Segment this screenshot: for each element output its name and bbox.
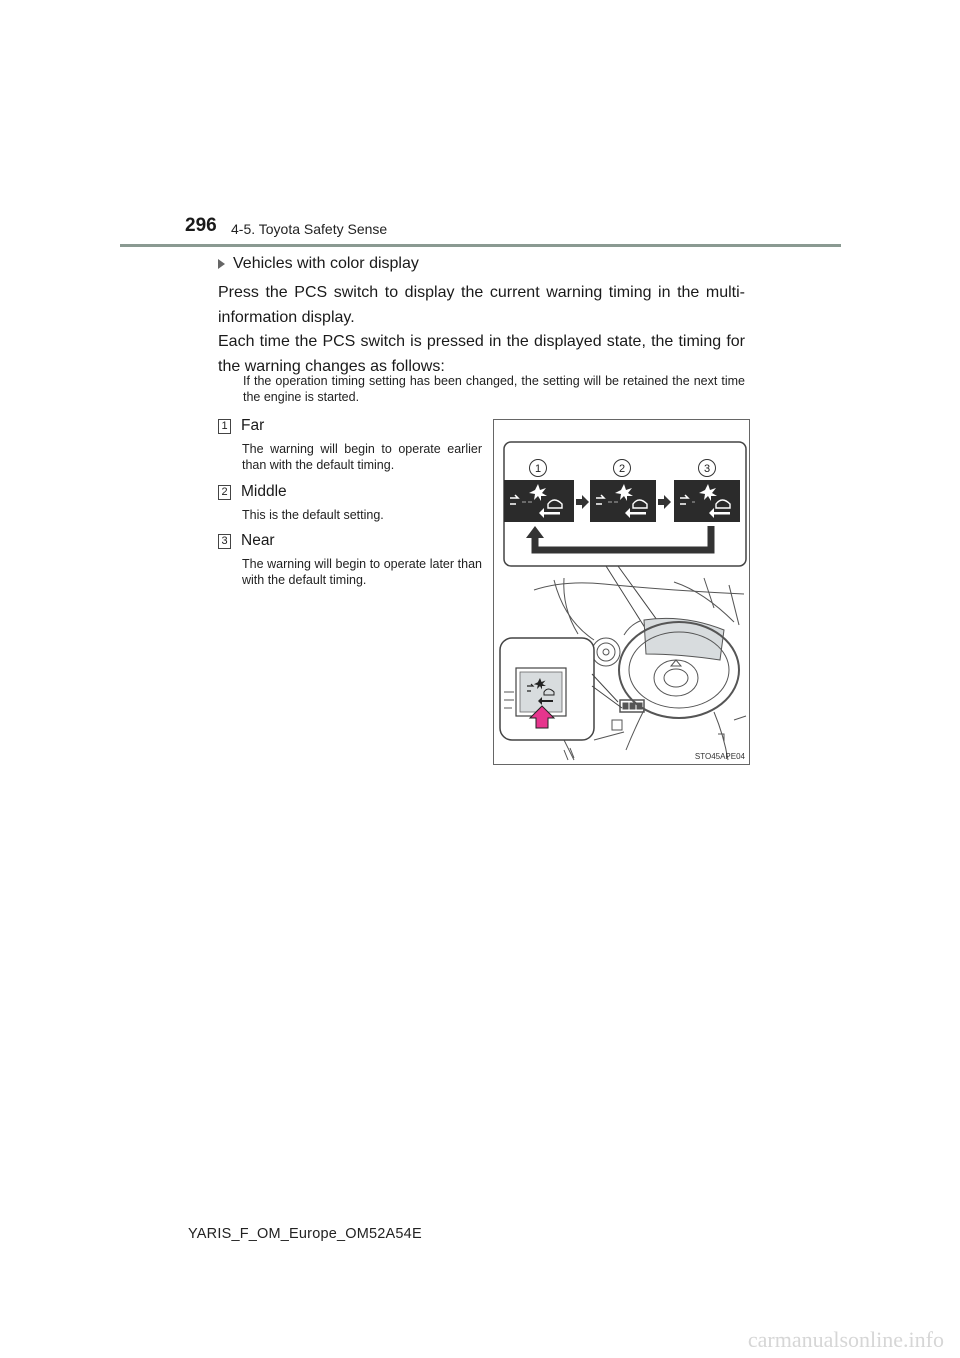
item-description: The warning will begin to operate earlier than with the default timing. [242, 442, 482, 472]
svg-text:3: 3 [703, 463, 711, 475]
item-title: Far [241, 417, 265, 434]
item-title: Middle [241, 483, 287, 500]
item-middle [218, 483, 488, 524]
watermark: carmanualsonline.info [747, 1327, 944, 1352]
dashboard-figure [493, 419, 750, 765]
triangle-bullet-icon [218, 259, 225, 269]
item-description: The warning will begin to operate later than with the default timing. [242, 557, 482, 587]
item-title: Near [241, 532, 275, 549]
callout-number-3 [699, 460, 716, 477]
subheading-text: Vehicles with color display [233, 255, 419, 272]
section-title: 4-5. Toyota Safety Sense [231, 221, 388, 237]
item-number-box: 1 [218, 419, 231, 434]
body-paragraph [218, 281, 745, 379]
timing-tile-middle-icon [590, 480, 656, 522]
timing-tile-far-icon [504, 480, 574, 522]
header-rule [120, 244, 841, 247]
item-near [218, 532, 488, 588]
item-number-box: 2 [218, 485, 231, 500]
subheading [218, 255, 419, 273]
timing-tile-near-icon [674, 480, 740, 522]
item-number-box: 3 [218, 534, 231, 549]
callout-number-2 [614, 460, 631, 477]
body-line-1: Press the PCS switch to display the current warning timing in the multi-information display. [218, 284, 745, 326]
note-text: If the operation timing setting has been changed, the setting will be retained the next time the engine is started. [243, 374, 745, 404]
svg-text:1: 1 [534, 463, 542, 475]
svg-text:2: 2 [618, 463, 626, 475]
footer-document-code: YARIS_F_OM_Europe_OM52A54E [188, 1226, 422, 1242]
dashboard-illustration [494, 420, 750, 765]
callout-number-1 [530, 460, 547, 477]
body-line-2: Each time the PCS switch is pressed in the displayed state, the timing for the warning changes as follows: [218, 333, 745, 375]
item-far [218, 417, 488, 473]
item-description: This is the default setting. [242, 508, 384, 522]
page-number: 296 [185, 215, 217, 236]
figure-code: STO45APE04 [694, 752, 745, 761]
